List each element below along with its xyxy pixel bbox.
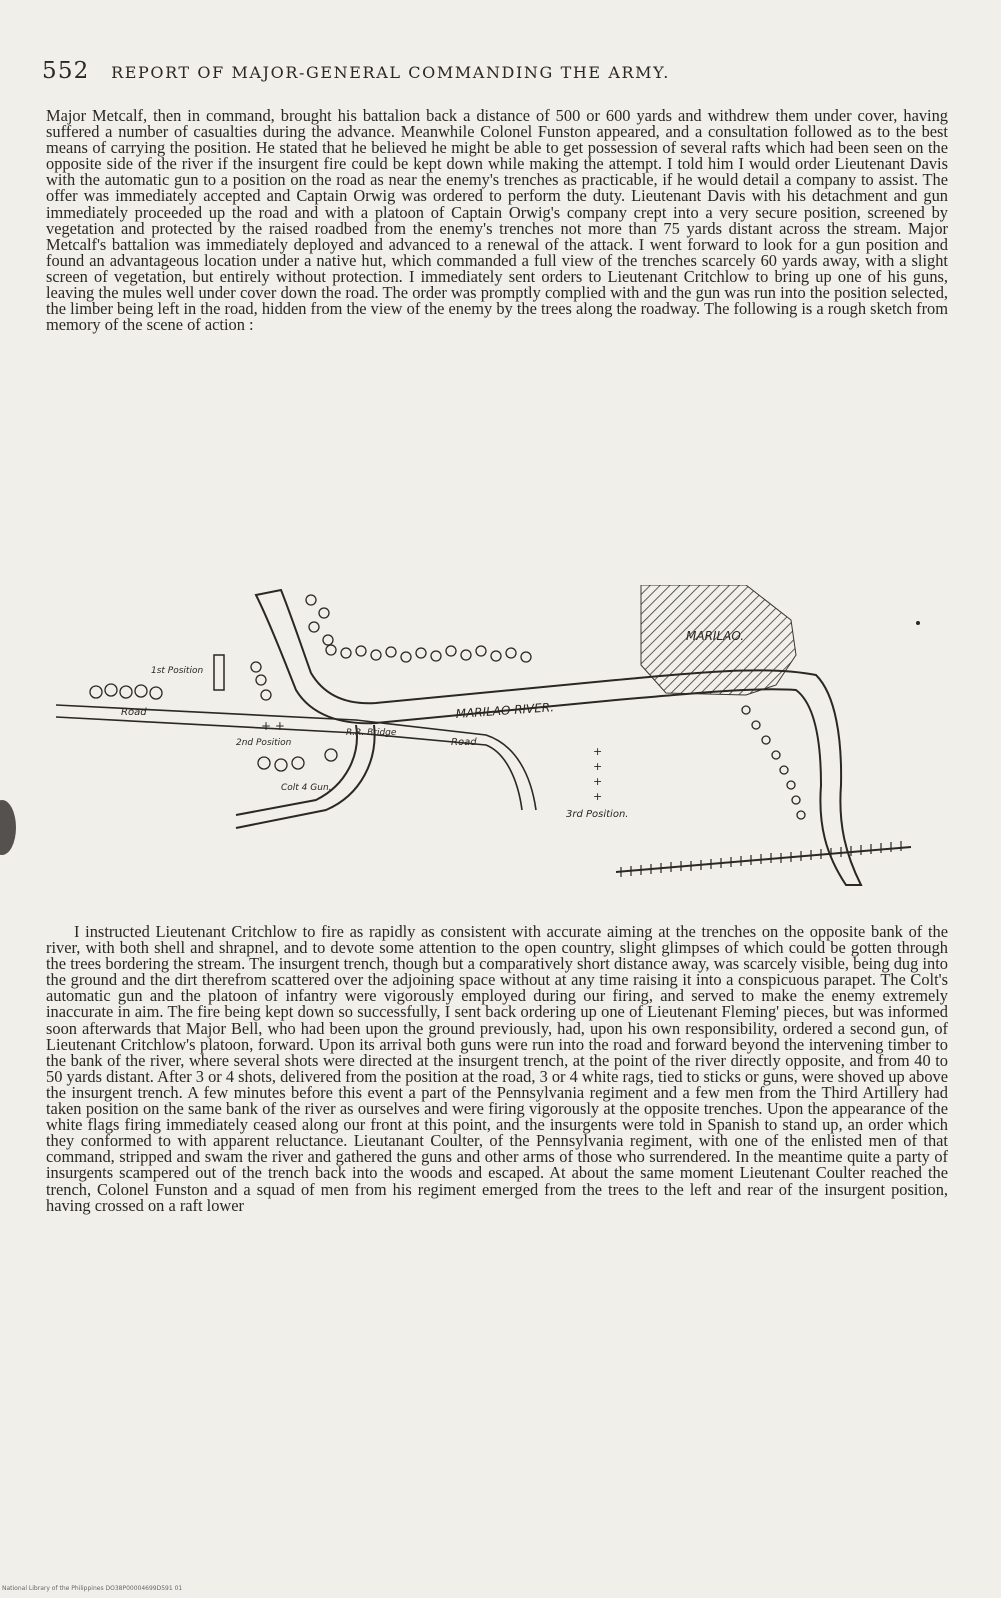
page-header: [42, 58, 872, 84]
colt-label: Colt 4 Gun.: [281, 783, 332, 793]
pos2-label: 2nd Position: [236, 738, 292, 748]
paragraph-2: I instructed Lieutenant Critchlow to fire as rapidly as consistent with accurate aiming at the trenches on the opposite bank of the river, with both shell and shrapnel, and to devote some attention to the open country, slight glimpses of which could be gotten through the trees bordering the stream. The insurgent trench, though but a comparatively short distance away, was scarcely visible, being dug into the ground and the dirt therefrom scattered over the adjoining space without at any time raising it into a conspicuous parapet. The Colt's automatic gun and the platoon of infantry were vigorously employed during our firing, and served to make the enemy extremely inaccurate in aim. The fire being kept down so successfully, I sent back ordering up one of Lieutenant Fleming' pieces, but was informed soon afterwards that Major Bell, who had been upon the ground previously, had, upon his own responsibility, ordered a second gun, of Lieutenant Critchlow's platoon, forward. Upon its arrival both guns were run into the road and forward beyond the intervening timber to the bank of the river, where several shots were directed at the insurgent trench, at the point of the river directly opposite, and from 40 to 50 yards distant. After 3 or 4 shots, delivered from the position at the road, 3 or 4 white rags, tied to sticks or guns, were shoved up above the insurgent trench. A few minutes before this event a part of the Pennsylvania regiment and a few men from the Third Artillery had taken position on the same bank of the river as ourselves and were firing vigorously at the opposite trenches. Upon the appearance of the white flags firing immediately ceased along our front at this point, and the insurgents were told in Spanish to stand up, an order which they conformed to with apparent reluctance. Lieutanant Coulter, of the Pennsylvania regiment, with one of the enlisted men of that command, stripped and swam the river and gathered the guns and other arms of those who surrendered. In the meantime quite a party of insurgents scampered out of the trench back into the woods and escaped. At about the same moment Lieutenant Coulter reached the trench, Colonel Funston and a squad of men from his regiment emerged from the trees to the left and rear of the insurgent position, having crossed on a raft lower: [46, 922, 948, 1215]
town-label: MARILAO.: [686, 629, 745, 643]
page-number: 552: [42, 58, 90, 84]
road-right-label: Road: [451, 737, 477, 748]
bridge-label: R.R. Bridge: [346, 728, 397, 738]
paragraph-1: Major Metcalf, then in command, brought his battalion back a distance of 500 or 600 yards and withdrew them under cover, having suffered a number of casualties during the advance. Meanwhile Colonel Funston appeared, and a consultation followed as to the best means of carrying the position. He stated that he believed he might be able to get possession of several rafts which had been seen on the opposite side of the river if the insurgent fire could be kept down while making the attempt. I told him I would order Lieutenant Davis with the automatic gun to a position on the road as near the enemy's trenches as practicable, if he would detail a company to assist. The offer was immediately accepted and Captain Orwig was ordered to perform the duty. Lieutenant Davis with his detachment and gun immediately proceeded up the road and with a platoon of Captain Orwig's company crept into a very secure position, screened by vegetation and protected by the raised roadbed from the enemy's trenches not more than 75 yards distant across the stream. Major Metcalf's battalion was immediately deployed and advanced to a renewal of the attack. I went forward to look for a gun position and found an advantageous location under a native hut, which commanded a full view of the trenches scarcely 60 yards away, with a slight screen of vegetation, but entirely without protection. I immediately sent orders to Lieutenant Critchlow to bring up one of his guns, leaving the mules well under cover down the road. The order was promptly complied with and the gun was run into the position selected, the limber being left in the road, hidden from the view of the enemy by the trees along the roadway. The following is a rough sketch from memory of the scene of action :: [46, 106, 948, 335]
battle-sketch-map: [56, 585, 926, 900]
svg-text:+: +: [593, 790, 603, 803]
svg-text:+: +: [593, 775, 603, 788]
first-position-marker: [214, 655, 224, 690]
pos1-label: 1st Position: [151, 666, 204, 676]
scan-artifact: [0, 800, 16, 855]
road-left-label: Road: [121, 707, 147, 718]
pos2-marker: + +: [261, 719, 285, 733]
railroad: [616, 841, 911, 877]
svg-text:+: +: [593, 745, 603, 758]
river-label: MARILAO RIVER.: [455, 700, 555, 721]
svg-text:+: +: [593, 760, 603, 773]
library-footer: National Library of the Philippines DO38P00004699D591 01: [2, 1585, 183, 1592]
third-position-marks: [593, 745, 602, 803]
running-title: REPORT OF MAJOR-GENERAL COMMANDING THE ARMY.: [111, 63, 670, 82]
pos3-label: 3rd Position.: [566, 809, 629, 820]
